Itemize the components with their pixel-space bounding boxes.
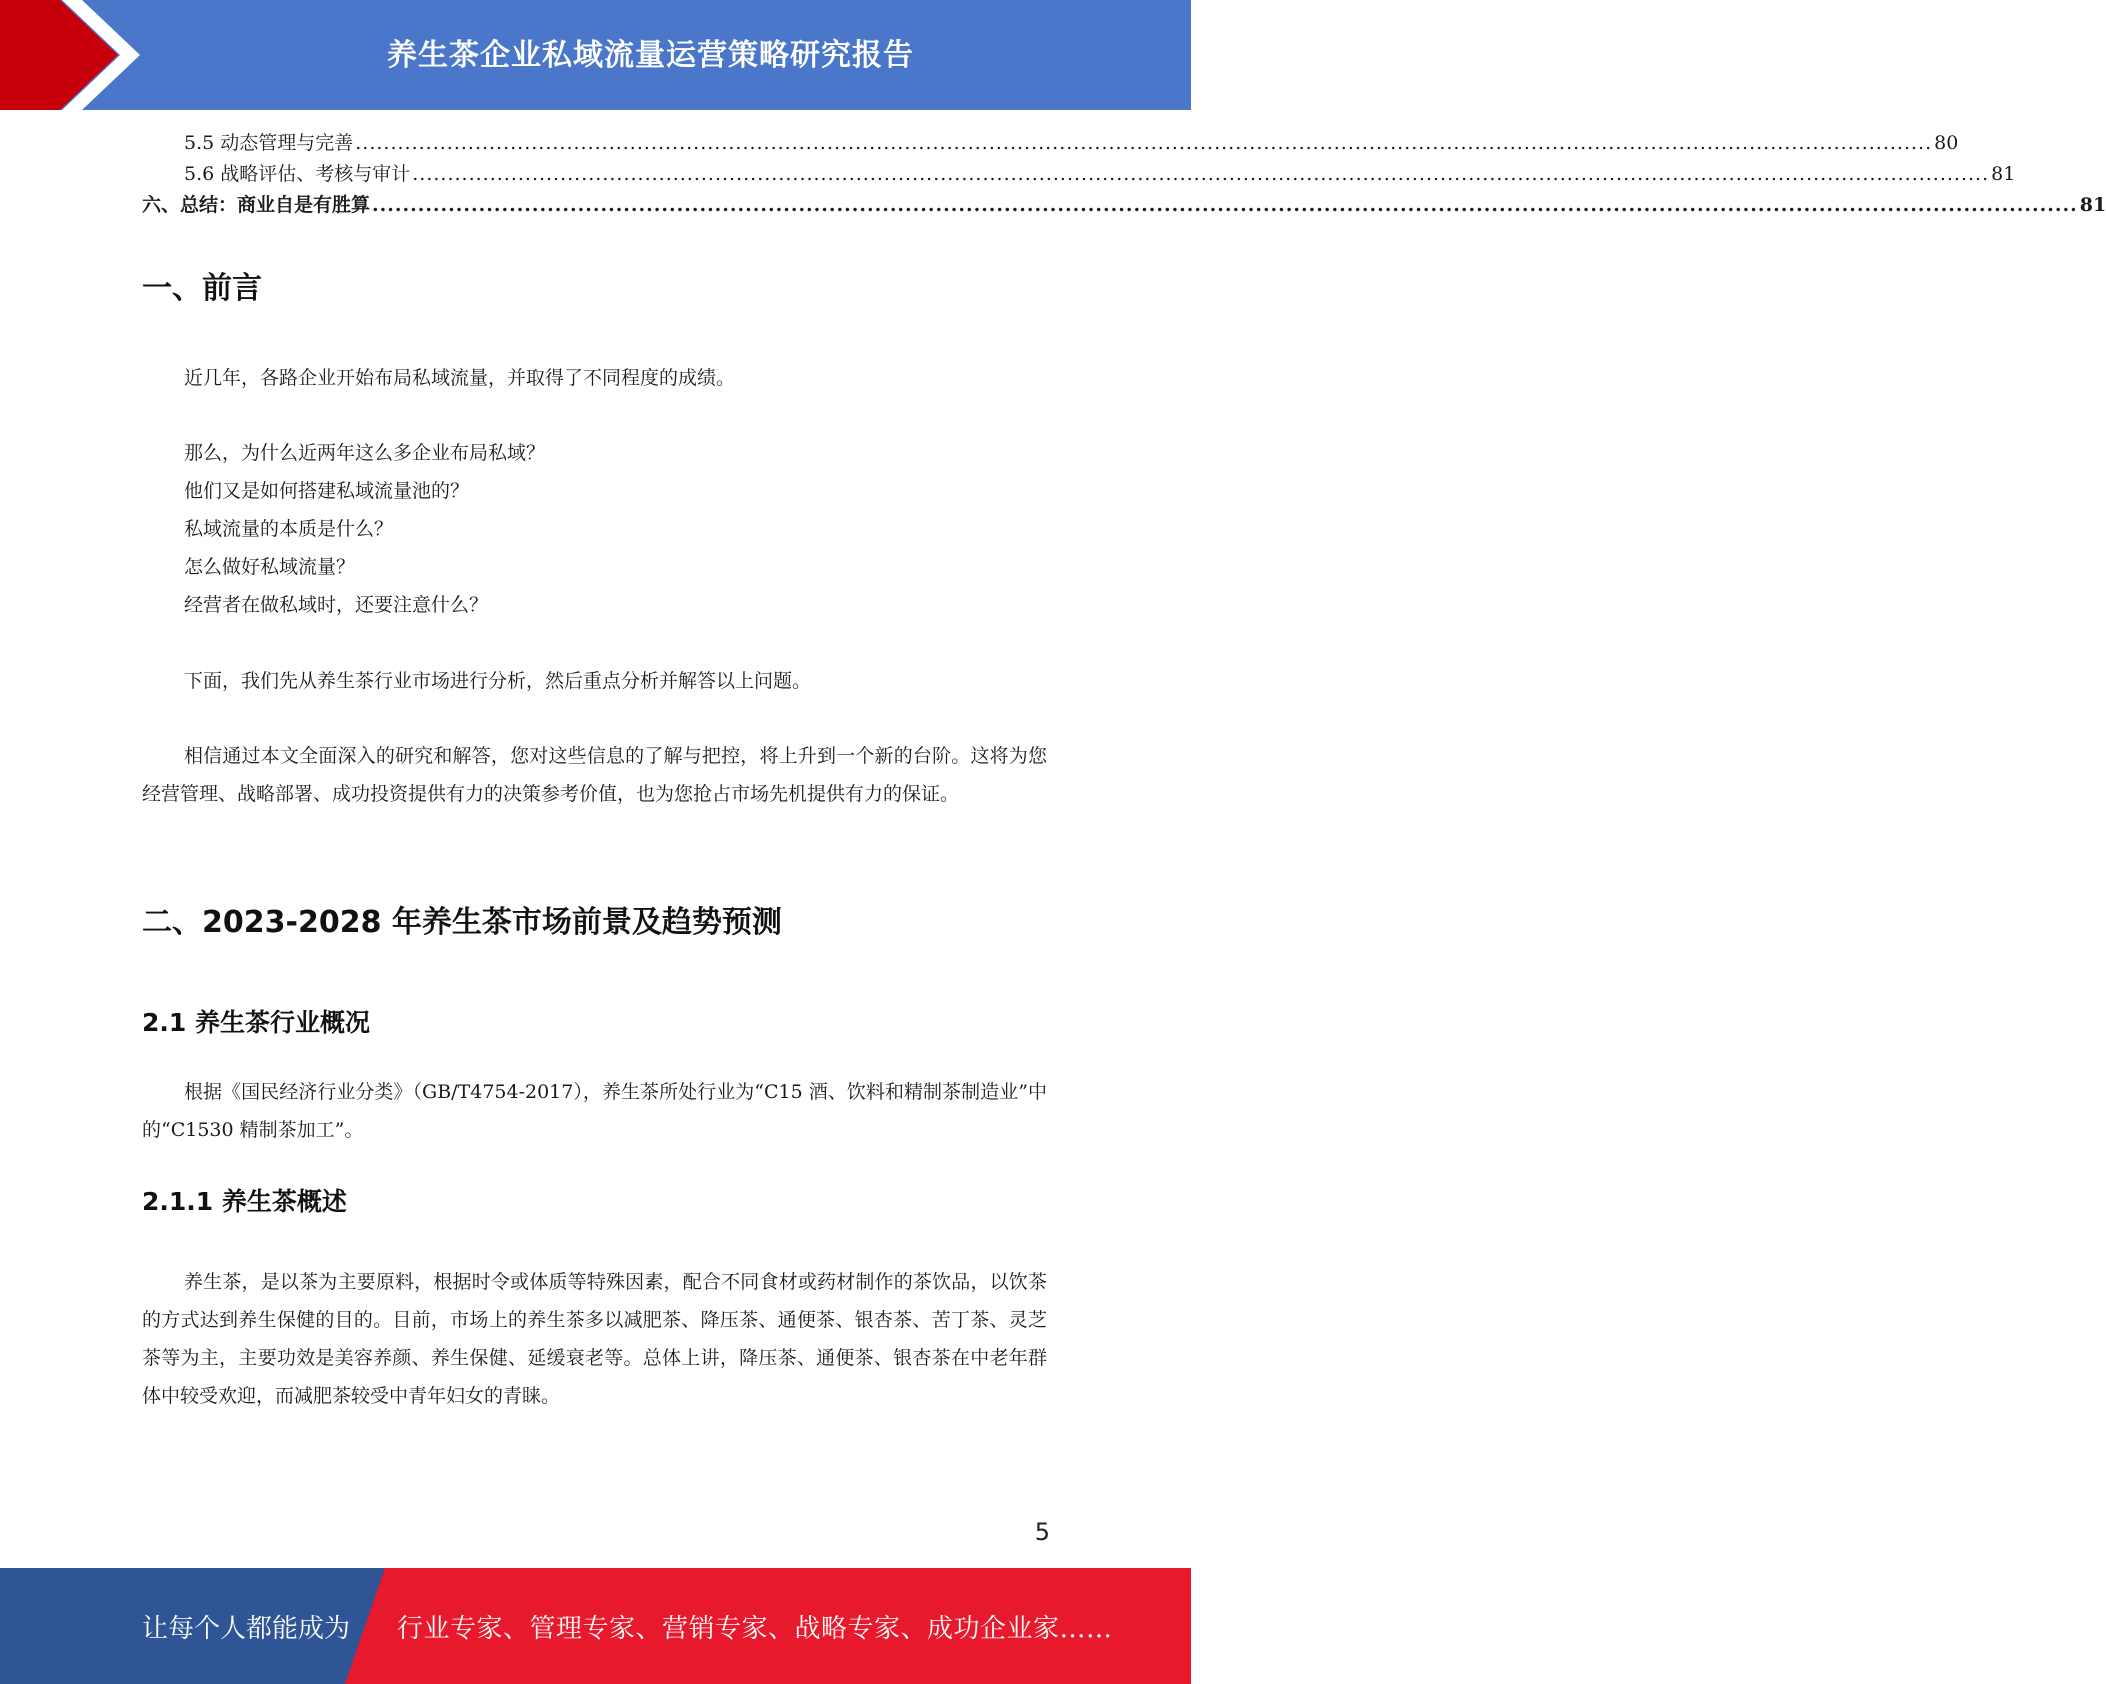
paragraph: 近几年，各路企业开始布局私域流量，并取得了不同程度的成绩。: [184, 367, 736, 389]
list-item: 经营者在做私域时，还要注意什么？: [184, 594, 489, 616]
toc-item-label: 5.5 动态管理与完善: [184, 132, 354, 154]
toc-item-page: 81: [2079, 194, 2106, 216]
list-item: 私域流量的本质是什么？: [184, 518, 394, 540]
paragraph: 养生茶，是以茶为主要原料，根据时令或体质等特殊因素，配合不同食材或药材制作的茶饮品，以饮茶的方式达到养生保健的目的。目前，市场上的养生茶多以减肥茶、降压茶、通便茶、银杏茶、苦丁茶、灵芝茶等为主，主要功效是美容养颜、养生保健、延缓衰老等。总体上讲，降压茶、通便茶、银杏茶在中老年群体中较受欢迎，而减肥茶较受中青年妇女的青睐。: [142, 1271, 1047, 1407]
paragraph: 根据《国民经济行业分类》（GB/T4754-2017），养生茶所处行业为“C15 酒、饮料和精制茶制造业”中的“C1530 精制茶加工”。: [142, 1081, 1047, 1141]
page-header: [0, 0, 1191, 110]
toc-leader-dots: ................................................................................................................................................................................................................................: [412, 163, 1990, 185]
toc-item-page: 80: [1934, 132, 1959, 154]
toc-item-label: 六、总结：商业自是有胜算: [142, 194, 371, 216]
list-item: 怎么做好私域流量？: [184, 556, 356, 578]
section-heading-market: 二、2023-2028 年养生茶市场前景及趋势预测: [142, 905, 782, 940]
toc-item[interactable]: [142, 190, 2106, 221]
report-title: 养生茶企业私域流量运营策略研究报告: [387, 38, 914, 73]
footer-slogan-right: 行业专家、管理专家、营销专家、战略专家、成功企业家……: [397, 1614, 1113, 1644]
toc-leader-dots: ................................................................................................................................................................................................................................: [355, 132, 1933, 154]
paragraph: 相信通过本文全面深入的研究和解答，您对这些信息的了解与把控，将上升到一个新的台阶。这将为您经营管理、战略部署、成功投资提供有力的决策参考价值，也为您抢占市场先机提供有力的保证。: [142, 745, 1047, 805]
footer-slogan-left: 让每个人都能成为: [142, 1614, 351, 1644]
subsection-heading: 2.1 养生茶行业概况: [142, 1008, 370, 1037]
list-item: 那么，为什么近两年这么多企业布局私域？: [184, 442, 546, 464]
page-number: 5: [1034, 1518, 1050, 1546]
list-item: 他们又是如何搭建私域流量池的？: [184, 480, 470, 502]
table-of-contents: [142, 128, 2106, 221]
page-footer: [0, 1568, 1191, 1684]
toc-item-label: 5.6 战略评估、考核与审计: [184, 163, 411, 185]
section-heading-preface: 一、前言: [142, 271, 262, 306]
question-list: [142, 434, 1047, 624]
toc-item-page: 81: [1991, 163, 2016, 185]
subsection-heading: 2.1.1 养生茶概述: [142, 1187, 347, 1216]
toc-leader-dots: ................................................................................................................................................................................................................................: [372, 194, 2078, 216]
toc-item[interactable]: [142, 159, 2016, 190]
toc-item[interactable]: [142, 128, 1959, 159]
paragraph: 下面，我们先从养生茶行业市场进行分析，然后重点分析并解答以上问题。: [184, 670, 812, 692]
